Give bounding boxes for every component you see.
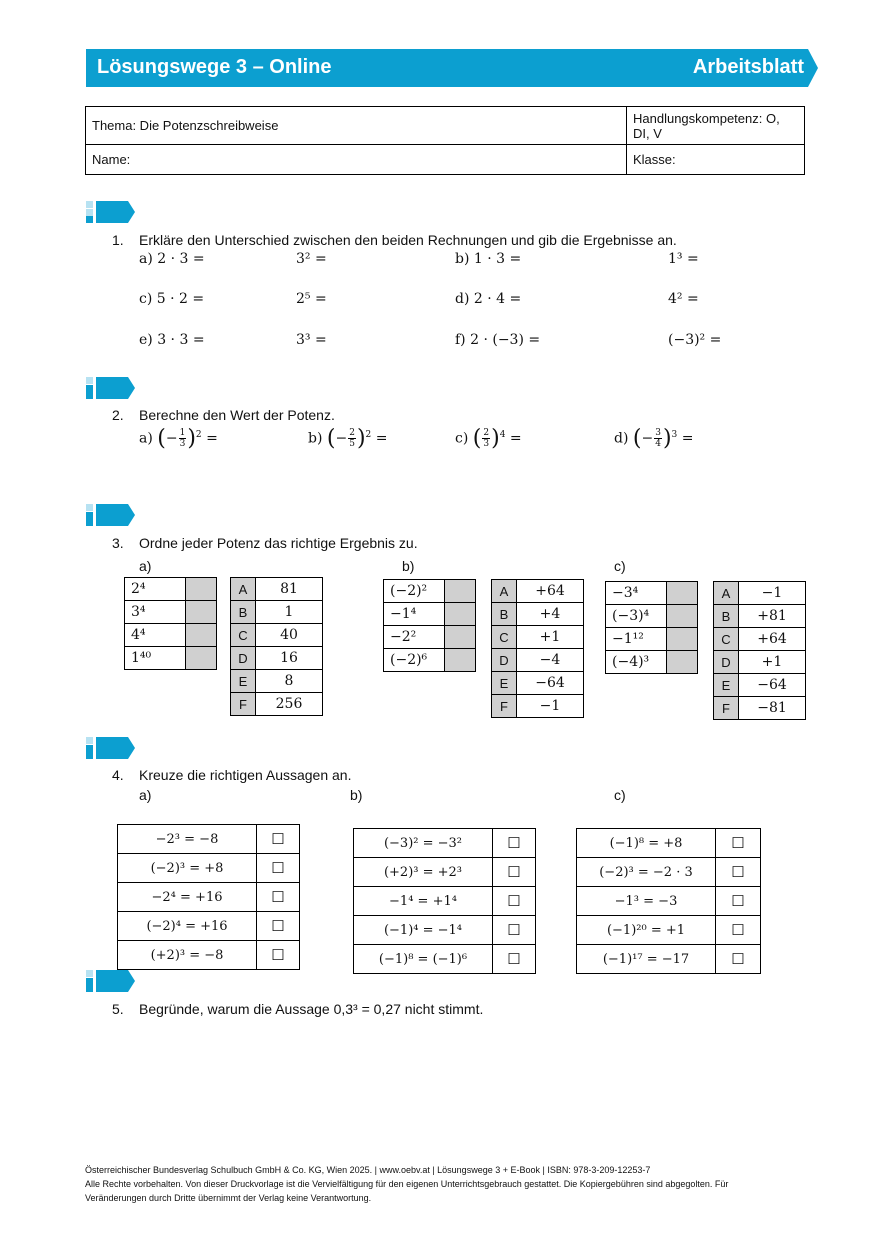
task-1-e-right: 3³ = <box>296 332 327 348</box>
page-title: Lösungswege 3 – Online <box>97 56 332 78</box>
checkbox[interactable]: ☐ <box>257 941 300 970</box>
checkbox[interactable]: ☐ <box>257 912 300 941</box>
statement: (−3)² = −3² <box>354 829 493 858</box>
answer-cell[interactable] <box>445 626 476 649</box>
name-field[interactable]: Name: <box>86 145 627 175</box>
task-1-e-left: e) 3 · 3 = <box>139 332 205 348</box>
exponent: 3 <box>671 429 678 440</box>
answer-cell[interactable] <box>667 651 698 674</box>
difficulty-marker-1 <box>86 201 135 223</box>
power-cell: (−4)³ <box>606 651 667 674</box>
task-2-number: 2. <box>112 407 124 423</box>
task-2-b: b) (− $\frac{2}{5})^2$ = <box>308 426 388 451</box>
sign: − <box>335 430 348 447</box>
statement: (−1)⁸ = +8 <box>577 829 716 858</box>
task-4-number: 4. <box>112 767 124 783</box>
power-cell: 4⁴ <box>125 624 186 647</box>
denominator: 3 <box>179 439 186 449</box>
answer-cell[interactable] <box>445 603 476 626</box>
power-cell: −1⁴ <box>384 603 445 626</box>
checkbox[interactable]: ☐ <box>493 858 536 887</box>
answer-cell[interactable] <box>186 624 217 647</box>
checkbox[interactable]: ☐ <box>257 825 300 854</box>
power-cell: (−2)⁶ <box>384 649 445 672</box>
result-value: 40 <box>256 624 323 647</box>
power-cell: −3⁴ <box>606 582 667 605</box>
result-letter: F <box>492 695 517 718</box>
task-1-f-left: f) 2 · (−3) = <box>455 332 541 348</box>
task-4-a-table <box>117 824 300 970</box>
footer <box>85 1163 805 1205</box>
result-value: 81 <box>256 578 323 601</box>
footer-line-1: Österreichischer Bundesverlag Schulbuch GmbH & Co. KG, Wien 2025. | www.oebv.at | Lösungswege 3 + E-Book | ISBN: 978-3-209-12253-7 <box>85 1165 651 1175</box>
task-4-text: Kreuze die richtigen Aussagen an. <box>139 767 352 783</box>
answer-cell[interactable] <box>445 649 476 672</box>
result-value: +1 <box>739 651 806 674</box>
task-3-text: Ordne jeder Potenz das richtige Ergebnis zu. <box>139 535 418 551</box>
task-3-a-label: a) <box>139 558 152 574</box>
power-cell: 2⁴ <box>125 578 186 601</box>
task-1-d-right: 4² = <box>668 291 699 307</box>
task-3-c-results <box>713 581 806 720</box>
result-letter: F <box>231 693 256 716</box>
competence-cell: Handlungskompetenz: O, DI, V <box>627 107 805 145</box>
task-4-b-table <box>353 828 536 974</box>
task-5-text: Begründe, warum die Aussage 0,3³ = 0,27 nicht stimmt. <box>139 1001 484 1017</box>
answer-cell[interactable] <box>445 580 476 603</box>
task-4-b-label: b) <box>350 787 363 803</box>
numerator: 3 <box>655 428 661 438</box>
result-letter: E <box>231 670 256 693</box>
statement: (+2)³ = +2³ <box>354 858 493 887</box>
statement: (−1)⁴ = −1⁴ <box>354 916 493 945</box>
statement: (−2)⁴ = +16 <box>118 912 257 941</box>
result-letter: E <box>492 672 517 695</box>
sign: − <box>641 430 654 447</box>
numerator: 2 <box>349 428 355 438</box>
result-letter: B <box>231 601 256 624</box>
checkbox[interactable]: ☐ <box>493 829 536 858</box>
checkbox[interactable]: ☐ <box>257 854 300 883</box>
checkbox[interactable]: ☐ <box>716 887 761 916</box>
checkbox[interactable]: ☐ <box>716 945 761 974</box>
task-4-a-label: a) <box>139 787 152 803</box>
result-letter: C <box>231 624 256 647</box>
result-letter: C <box>714 628 739 651</box>
result-value: −1 <box>517 695 584 718</box>
result-value: +4 <box>517 603 584 626</box>
header-banner-arrow <box>808 49 818 87</box>
result-value: +64 <box>739 628 806 651</box>
result-value: +64 <box>517 580 584 603</box>
exponent: 2 <box>195 429 202 440</box>
result-value: −4 <box>517 649 584 672</box>
task-1-a-left: a) 2 · 3 = <box>139 251 205 267</box>
checkbox[interactable]: ☐ <box>257 883 300 912</box>
task-3-c-powers <box>605 581 698 674</box>
statement: −1⁴ = +1⁴ <box>354 887 493 916</box>
result-value: +1 <box>517 626 584 649</box>
difficulty-marker-4 <box>86 737 135 759</box>
power-cell: −1¹² <box>606 628 667 651</box>
task-1-number: 1. <box>112 232 124 248</box>
result-letter: B <box>492 603 517 626</box>
power-cell: (−3)⁴ <box>606 605 667 628</box>
statement: −1³ = −3 <box>577 887 716 916</box>
power-cell: 3⁴ <box>125 601 186 624</box>
task-2-d-label: d) <box>614 430 629 447</box>
result-value: 256 <box>256 693 323 716</box>
result-value: +81 <box>739 605 806 628</box>
footer-line-2: Alle Rechte vorbehalten. Von dieser Druckvorlage ist die Vervielfältigung für den eigenen Unterrichtsgebrauch gestattet. Die Kopiergebühren sind abgegolten. Für <box>85 1179 729 1189</box>
task-1-c-right: 2⁵ = <box>296 291 327 307</box>
answer-cell[interactable] <box>667 628 698 651</box>
answer-cell[interactable] <box>667 582 698 605</box>
result-value: −81 <box>739 697 806 720</box>
task-2-a: a) (− $\frac{1}{3})^2$ = <box>139 426 218 451</box>
task-3-b-powers <box>383 579 476 672</box>
result-letter: C <box>492 626 517 649</box>
statement: −2⁴ = +16 <box>118 883 257 912</box>
denominator: 3 <box>483 439 490 449</box>
task-3-a-powers <box>124 577 217 670</box>
task-4-c-label: c) <box>614 787 626 803</box>
result-value: 1 <box>256 601 323 624</box>
task-4-c-table <box>576 828 761 974</box>
answer-cell[interactable] <box>667 605 698 628</box>
footer-line-3: Veränderungen durch Dritte übernimmt der Verlag keine Verantwortung. <box>85 1193 372 1203</box>
result-value: 8 <box>256 670 323 693</box>
result-letter: D <box>714 651 739 674</box>
exponent: 4 <box>499 429 506 440</box>
task-3-c-label: c) <box>614 558 626 574</box>
result-letter: A <box>231 578 256 601</box>
checkbox[interactable]: ☐ <box>493 887 536 916</box>
answer-cell[interactable] <box>186 601 217 624</box>
statement: (+2)³ = −8 <box>118 941 257 970</box>
task-1-text: Erkläre den Unterschied zwischen den beiden Rechnungen und gib die Ergebnisse an. <box>139 232 677 248</box>
statement: (−2)³ = −2 · 3 <box>577 858 716 887</box>
task-1-c-left: c) 5 · 2 = <box>139 291 205 307</box>
statement: (−2)³ = +8 <box>118 854 257 883</box>
result-letter: D <box>231 647 256 670</box>
difficulty-marker-2 <box>86 377 135 399</box>
task-1-a-right: 3² = <box>296 251 327 267</box>
result-letter: A <box>492 580 517 603</box>
task-2-a-label: a) <box>139 430 153 447</box>
checkbox[interactable]: ☐ <box>493 945 536 974</box>
task-2-c: c) ( $\frac{2}{3})^4$ = <box>455 426 522 451</box>
task-5-number: 5. <box>112 1001 124 1017</box>
numerator: 2 <box>483 428 490 438</box>
result-value: −64 <box>739 674 806 697</box>
task-1-d-left: d) 2 · 4 = <box>455 291 522 307</box>
answer-cell[interactable] <box>186 578 217 601</box>
checkbox[interactable]: ☐ <box>716 916 761 945</box>
result-letter: E <box>714 674 739 697</box>
checkbox[interactable]: ☐ <box>716 829 761 858</box>
task-2-c-label: c) <box>455 430 469 447</box>
result-value: −64 <box>517 672 584 695</box>
result-letter: A <box>714 582 739 605</box>
power-cell: (−2)² <box>384 580 445 603</box>
document-type: Arbeitsblatt <box>692 56 804 78</box>
task-3-b-label: b) <box>402 558 415 574</box>
task-2-d: d) (− $\frac{3}{4})^3$ = <box>614 426 694 451</box>
power-cell: 1⁴⁰ <box>125 647 186 670</box>
power-cell: −2² <box>384 626 445 649</box>
answer-cell[interactable] <box>186 647 217 670</box>
denominator: 4 <box>655 439 661 449</box>
statement: (−1)¹⁷ = −17 <box>577 945 716 974</box>
class-field[interactable]: Klasse: <box>627 145 805 175</box>
statement: (−1)²⁰ = +1 <box>577 916 716 945</box>
result-value: −1 <box>739 582 806 605</box>
denominator: 5 <box>349 439 355 449</box>
task-3-number: 3. <box>112 535 124 551</box>
topic-cell: Thema: Die Potenzschreibweise <box>86 107 627 145</box>
statement: (−1)⁸ = (−1)⁶ <box>354 945 493 974</box>
task-3-b-results <box>491 579 584 718</box>
task-3-a-results <box>230 577 323 716</box>
statement: −2³ = −8 <box>118 825 257 854</box>
task-2-b-label: b) <box>308 430 323 447</box>
task-2-text: Berechne den Wert der Potenz. <box>139 407 335 423</box>
checkbox[interactable]: ☐ <box>493 916 536 945</box>
task-1-b-right: 1³ = <box>668 251 699 267</box>
result-letter: B <box>714 605 739 628</box>
difficulty-marker-5 <box>86 970 135 992</box>
sign: − <box>165 430 178 447</box>
result-letter: F <box>714 697 739 720</box>
result-value: 16 <box>256 647 323 670</box>
exponent: 2 <box>365 429 372 440</box>
difficulty-marker-3 <box>86 504 135 526</box>
result-letter: D <box>492 649 517 672</box>
numerator: 1 <box>179 428 186 438</box>
task-1-b-left: b) 1 · 3 = <box>455 251 522 267</box>
checkbox[interactable]: ☐ <box>716 858 761 887</box>
task-1-f-right: (−3)² = <box>668 332 722 348</box>
info-table <box>85 106 805 175</box>
